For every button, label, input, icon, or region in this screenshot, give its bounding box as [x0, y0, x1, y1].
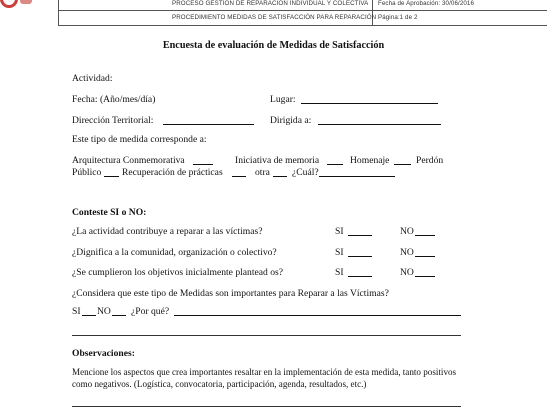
document-header	[0, 0, 547, 26]
type-iniciativa-field[interactable]	[327, 164, 343, 165]
type-arquitectura: Arquitectura Conmemorativa	[72, 155, 185, 166]
question-1: ¿La actividad contribuye a reparar a las víctimas?	[72, 226, 263, 237]
q1-yes-field[interactable]	[348, 235, 372, 236]
q1-yes-label: SI	[335, 226, 344, 237]
type-arquitectura-field[interactable]	[193, 164, 213, 165]
header-divider	[58, 0, 59, 26]
observations-text-1: Mencione los aspectos que crea importantes resaltar en la implementación de esta medida, tanto positivos	[72, 367, 457, 377]
q4-no-label: NO	[97, 306, 111, 317]
procedure-name: PROCEDIMIENTO MEDIDAS DE SATISFACCIÓN PARA REPARACIÓN	[172, 14, 377, 21]
why-field-line-2[interactable]	[72, 335, 461, 336]
q3-yes-label: SI	[335, 267, 344, 278]
addressed-field[interactable]	[318, 124, 441, 125]
observations-text-2: como negativos. (Logística, convocatoria, participación, agenda, resultados, etc.)	[72, 379, 367, 389]
question-2: ¿Dignifica a la comunidad, organización o colectivo?	[72, 247, 277, 258]
page-number: Página:1 de 2	[378, 14, 418, 21]
type-recuperacion: Recuperación de prácticas	[122, 167, 223, 178]
type-cual: ¿Cuál?	[292, 167, 319, 178]
q2-yes-label: SI	[335, 247, 344, 258]
q1-no-label: NO	[400, 226, 414, 237]
q3-no-field[interactable]	[415, 276, 435, 277]
type-intro: Este tipo de medida corresponde a:	[72, 134, 207, 145]
questions-heading: Conteste SI o NO:	[72, 207, 147, 218]
activity-label: Actividad:	[72, 73, 113, 84]
addressed-label: Dirigida a:	[270, 115, 312, 126]
q3-no-label: NO	[400, 267, 414, 278]
why-field[interactable]	[174, 315, 461, 316]
header-divider	[58, 10, 547, 11]
q4-no-field[interactable]	[112, 315, 126, 316]
observations-field[interactable]	[72, 406, 461, 407]
type-recuperacion-field[interactable]	[232, 176, 246, 177]
type-otra-field[interactable]	[273, 176, 287, 177]
place-field[interactable]	[301, 103, 438, 104]
type-homenaje-field[interactable]	[394, 164, 411, 165]
type-publico: Público	[72, 167, 102, 178]
direction-field[interactable]	[163, 124, 254, 125]
header-divider	[372, 0, 373, 26]
type-iniciativa: Iniciativa de memoria	[235, 155, 320, 166]
type-cual-field[interactable]	[319, 176, 395, 177]
q1-no-field[interactable]	[415, 235, 435, 236]
logo-icon	[0, 0, 18, 8]
date-label: Fecha: (Año/mes/día)	[72, 94, 156, 105]
approval-date: Fecha de Aprobación: 30/06/2016	[378, 0, 474, 7]
observations-heading: Observaciones:	[72, 348, 135, 359]
q2-yes-field[interactable]	[348, 256, 372, 257]
logo-accent	[20, 0, 32, 4]
survey-title: Encuesta de evaluación de Medidas de Satisfacción	[162, 40, 385, 51]
type-perdon: Perdón	[416, 155, 444, 166]
type-otra: otra	[255, 167, 270, 178]
direction-label: Dirección Territorial:	[72, 115, 154, 126]
why-label: ¿Por qué?	[131, 306, 170, 317]
type-publico-field[interactable]	[104, 176, 119, 177]
q3-yes-field[interactable]	[348, 276, 372, 277]
q2-no-label: NO	[400, 247, 414, 258]
place-label: Lugar:	[270, 94, 296, 105]
process-name: PROCESO GESTIÓN DE REPARACIÓN INDIVIDUAL Y COLECTIVA	[172, 0, 369, 7]
question-4: ¿Considera que este tipo de Medidas son importantes para Reparar a las Víctimas?	[72, 288, 389, 299]
q4-yes-label: SI	[72, 306, 81, 317]
type-homenaje: Homenaje	[350, 155, 390, 166]
question-3: ¿Se cumplieron los objetivos inicialmente plantead os?	[72, 267, 284, 278]
q4-yes-field[interactable]	[82, 315, 96, 316]
q2-no-field[interactable]	[415, 256, 435, 257]
header-divider	[58, 25, 547, 26]
